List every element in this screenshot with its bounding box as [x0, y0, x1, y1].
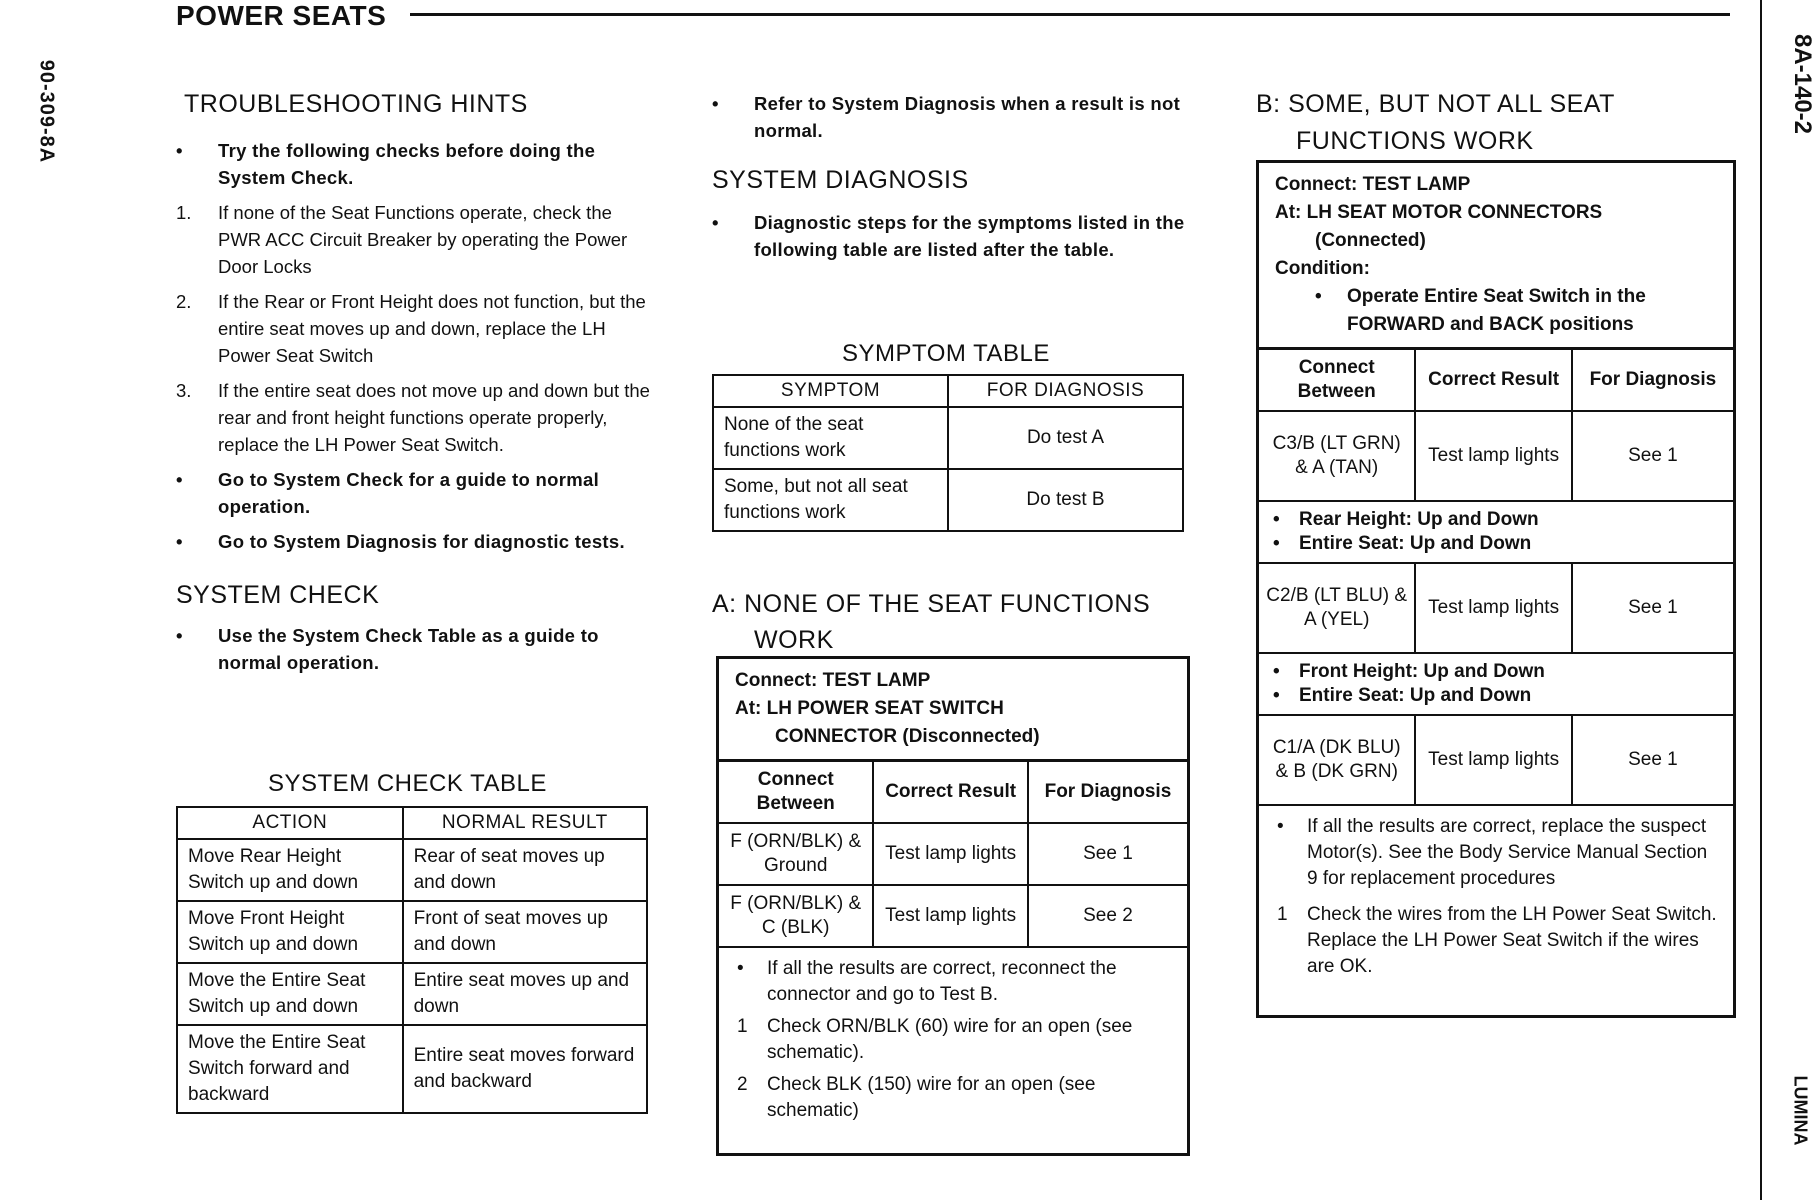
table-row: F (ORN/BLK) & C (BLK) Test lamp lights See 2	[719, 885, 1187, 947]
hint-step: 3. If the entire seat does not move up and down but the rear and front height functions operate properly, replace the LH Power Seat Switch.	[176, 380, 650, 455]
table-header: Correct Result	[1415, 349, 1571, 412]
condition-row: • Rear Height: Up and Down • Entire Seat: Up and Down	[1259, 501, 1733, 563]
test-a-notes	[719, 948, 1187, 1132]
test-b-conditions: Connect: TEST LAMP At: LH SEAT MOTOR CONNECTORS (Connected) Condition: • Operate Entire Seat Switch in the FORWARD and BACK positions	[1275, 174, 1646, 335]
hint-step: 2. If the Rear or Front Height does not function, but the entire seat moves up and down, replace the LH Power Seat Switch	[176, 291, 646, 366]
test-b-table	[1259, 347, 1733, 806]
test-a-box	[716, 656, 1190, 1156]
test-a-conditions: Connect: TEST LAMP At: LH POWER SEAT SWITCH CONNECTOR (Disconnected)	[735, 670, 1040, 747]
system-check-table	[176, 806, 648, 1114]
symptom-table	[712, 374, 1184, 532]
refer-bullet: • Refer to System Diagnosis when a result is not normal.	[712, 93, 1181, 141]
table-row: C2/B (LT BLU) & A (YEL) Test lamp lights See 1	[1259, 563, 1733, 653]
table-header: ACTION	[177, 807, 403, 839]
bullet-system-check: • Go to System Check for a guide to normal operation.	[176, 469, 600, 517]
table-row: Some, but not all seat functions work Do test B	[713, 469, 1183, 531]
note-item: 1 Check the wires from the LH Power Seat Switch. Replace the LH Power Seat Switch if the wires are OK.	[1277, 904, 1717, 977]
test-a-table	[719, 759, 1187, 948]
symptom-table-title: SYMPTOM TABLE	[842, 340, 1050, 367]
test-b-notes	[1259, 806, 1733, 988]
right-margin-page: 8A-140-2	[1789, 33, 1816, 135]
note-item: 2 Check BLK (150) wire for an open (see schematic)	[737, 1074, 1096, 1121]
test-b-heading: B: SOME, BUT NOT ALL SEAT FUNCTIONS WORK	[1256, 90, 1615, 155]
hint-step: 1. If none of the Seat Functions operate, check the PWR ACC Circuit Breaker by operating the Power Door Locks	[176, 202, 628, 277]
right-margin-rule	[1760, 0, 1762, 1200]
hint-intro: • Try the following checks before doing the System Check.	[176, 140, 596, 188]
page-title: POWER SEATS	[176, 0, 387, 31]
table-row: Move Front Height Switch up and down Front of seat moves up and down	[177, 901, 647, 963]
table-row: Move the Entire Seat Switch up and down Entire seat moves up and down	[177, 963, 647, 1025]
title-rule	[410, 13, 1730, 16]
left-margin-code: 90-309-8A	[35, 59, 58, 164]
table-row: None of the seat functions work Do test A	[713, 407, 1183, 469]
system-check-bullet: • Use the System Check Table as a guide to normal operation.	[176, 625, 599, 673]
column-2	[712, 90, 1190, 263]
table-header: SYMPTOM	[713, 375, 948, 407]
table-header: Connect Between	[1259, 349, 1415, 412]
table-row: F (ORN/BLK) & Ground Test lamp lights See 1	[719, 823, 1187, 885]
note-item: • If all the results are correct, reconnect the connector and go to Test B.	[737, 958, 1117, 1005]
bullet-system-diagnosis: • Go to System Diagnosis for diagnostic tests.	[176, 531, 625, 552]
table-header: NORMAL RESULT	[403, 807, 647, 839]
table-row: Move Rear Height Switch up and down Rear of seat moves up and down	[177, 839, 647, 901]
system-check-table-title: SYSTEM CHECK TABLE	[268, 770, 547, 797]
right-margin-model: LUMINA	[1790, 1075, 1811, 1146]
note-item: • If all the results are correct, replace the suspect Motor(s). See the Body Service Manual Section 9 for replacement procedures	[1277, 816, 1708, 889]
table-header: Correct Result	[873, 761, 1027, 824]
test-a-heading: A: NONE OF THE SEAT FUNCTIONS WORK	[712, 590, 1151, 654]
table-header: For Diagnosis	[1028, 761, 1187, 824]
note-item: 1 Check ORN/BLK (60) wire for an open (see schematic).	[737, 1016, 1133, 1063]
troubleshooting-heading: TROUBLESHOOTING HINTS	[184, 90, 528, 118]
diagnosis-bullet: • Diagnostic steps for the symptoms listed in the following table are listed after the table.	[712, 212, 1185, 260]
table-row: C3/B (LT GRN) & A (TAN) Test lamp lights See 1	[1259, 411, 1733, 501]
table-row: Move the Entire Seat Switch forward and backward Entire seat moves forward and backward	[177, 1025, 647, 1113]
table-row: C1/A (DK BLU) & B (DK GRN) Test lamp lights See 1	[1259, 715, 1733, 805]
condition-row: • Front Height: Up and Down • Entire Seat: Up and Down	[1259, 653, 1733, 715]
table-header: FOR DIAGNOSIS	[948, 375, 1183, 407]
system-diagnosis-heading: SYSTEM DIAGNOSIS	[712, 166, 969, 194]
test-b-box	[1256, 160, 1736, 1018]
table-header: For Diagnosis	[1572, 349, 1733, 412]
column-1	[176, 90, 656, 676]
system-check-heading: SYSTEM CHECK	[176, 581, 380, 609]
table-header: Connect Between	[719, 761, 873, 824]
